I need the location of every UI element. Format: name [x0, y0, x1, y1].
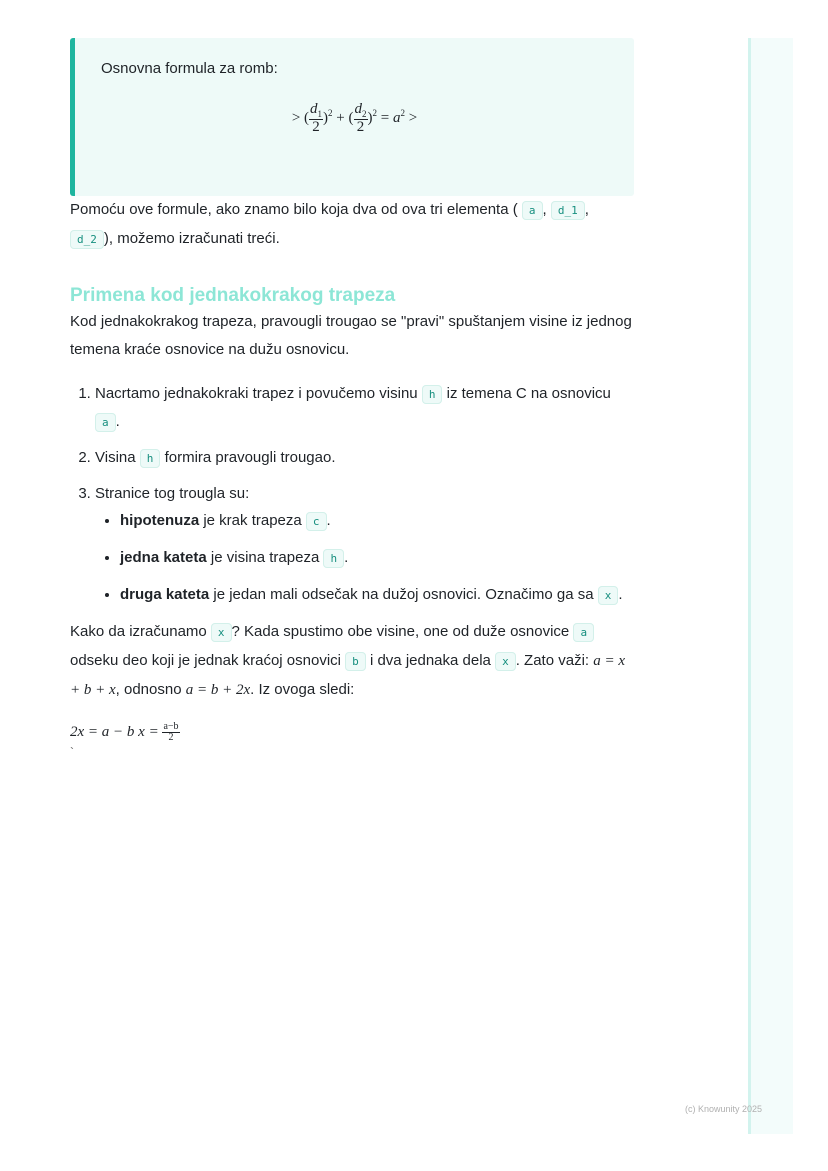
code-b: b	[345, 652, 366, 671]
fraction-d1-over-2: $\frac{d_1}{2}$	[310, 101, 323, 135]
step-3: 3. Stranice tog trougla su: • hipotenuza je krak trapeza c . • jedna kateta je visina trapeza h . • druga kateta je jedan mali odsečak na dužoj osnovici. Označimo ga sa x .	[95, 480, 634, 610]
paragraph-compute-x: Kako da izračunamo x ? Kada spustimo obe visine, one od duže osnovice a odseku deo koji je jednak kraćoj osnovici b i dva jednaka dela x . Zato važi: a = x + b + x, odnosno a = b + 2x. Iz ovoga sledi:	[70, 623, 626, 698]
rhombus-formula: > ( $\frac{d_1}{2}$ )$^2$ + ( $\frac{d_2}{2}$ )$^2 = a^2$ >	[291, 101, 418, 135]
code-x: x	[495, 652, 516, 671]
code-h: h	[140, 449, 161, 468]
fraction-a-minus-b-over-2: $\frac{a-b}{2}$	[163, 721, 179, 743]
side-hypotenuse: • hipotenuza je krak trapeza c .	[120, 507, 634, 536]
code-h: h	[323, 549, 344, 568]
code-x: x	[598, 586, 619, 605]
step-2: 2. Visina h formira pravougli trougao.	[95, 444, 634, 472]
page-content	[70, 38, 634, 759]
stray-backtick: `	[70, 745, 74, 759]
section-heading: Primena kod jednakokrakog trapeza	[70, 285, 396, 306]
equation-a-simplified: a = b + 2x	[185, 682, 251, 698]
step-1: 1. Nacrtamo jednakokraki trapez i povučemo visinu h iz temena C na osnovicu a .	[95, 380, 634, 436]
code-a: a	[522, 201, 543, 220]
side-rail	[748, 38, 793, 1134]
derived-equation: 2x = a − b x = $\frac{a-b}{2}$	[70, 721, 179, 743]
paragraph-formula-usage: Pomoću ove formule, ako znamo bilo koja dva od ova tri elementa ( a , d_1 , d_2 ), možemo izračunati treći.	[70, 201, 589, 247]
code-c: c	[306, 512, 327, 531]
steps-list	[70, 380, 634, 610]
equation-a-sum: a = x + b + x	[70, 653, 626, 698]
fraction-d2-over-2: $\frac{d_2}{2}$	[354, 101, 367, 135]
copyright-footer: (c) Knowunity 2025	[685, 1104, 763, 1114]
code-a: a	[573, 623, 594, 642]
side-first-leg: • jedna kateta je visina trapeza h .	[120, 544, 634, 573]
code-x: x	[211, 623, 232, 642]
code-h: h	[422, 385, 443, 404]
code-d1: d_1	[551, 201, 585, 220]
code-d2: d_2	[70, 230, 104, 249]
paragraph-trapezoid-intro: Kod jednakokrakog trapeza, pravougli trougao se "pravi" spuštanjem visine iz jednog temena kraće osnovice na dužu osnovicu.	[70, 313, 632, 358]
formula-box	[70, 38, 634, 196]
code-a: a	[95, 413, 116, 432]
triangle-sides-list	[95, 507, 634, 610]
formula-box-title: Osnovna formula za romb:	[101, 60, 278, 77]
side-second-leg: • druga kateta je jedan mali odsečak na dužoj osnovici. Označimo ga sa x .	[120, 581, 634, 610]
